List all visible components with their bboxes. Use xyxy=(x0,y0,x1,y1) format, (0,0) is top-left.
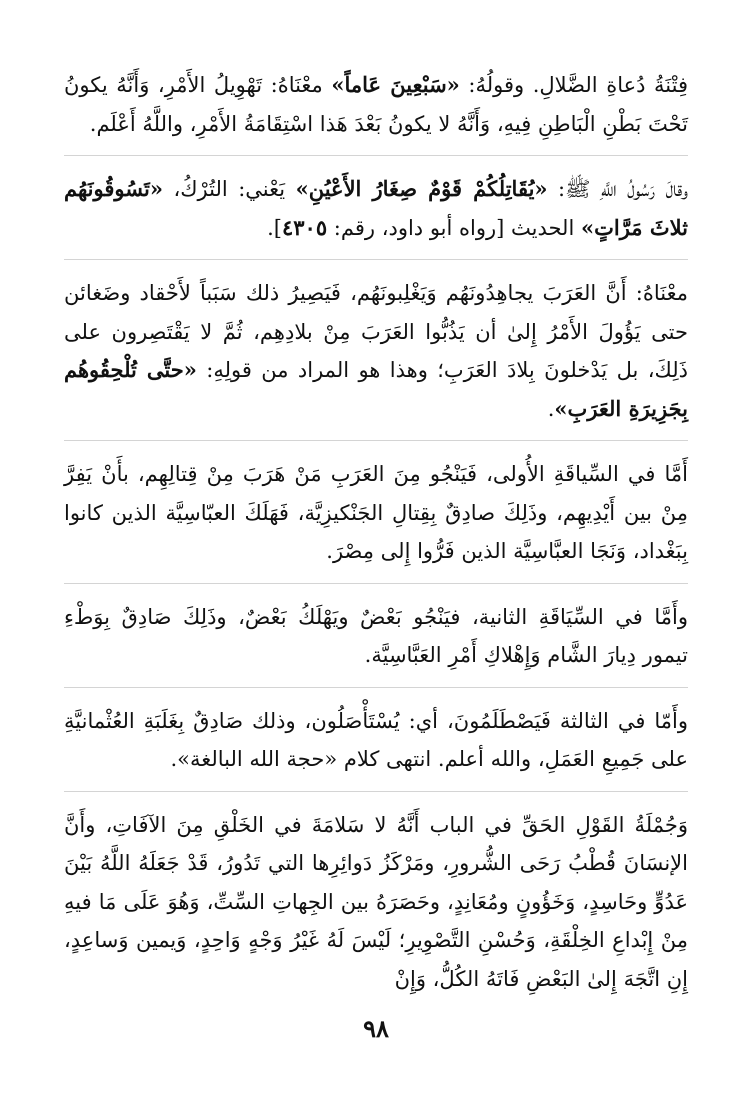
paragraph xyxy=(64,598,688,688)
body-text: وقالَ رَسُولُ اللَّهِ ﷺ: xyxy=(547,177,688,201)
bold-quote-text: «حتَّى تُلْحِقُوهُم بِجَزِيرَةِ العَرَبِ» xyxy=(64,357,688,421)
bold-quote-text: «سَبْعِينَ عَاماً» xyxy=(331,72,460,97)
body-text: فِتْنَةُ دُعاةِ الضَّلالِ. وقولُهُ: xyxy=(459,73,689,97)
body-text: الحديث [رواه أبو داود، رقم: xyxy=(327,215,581,240)
bold-quote-text: «يُقَاتِلُكُمْ قَوْمٌ صِغَارُ الأَعْيُنِ» xyxy=(295,176,548,201)
paragraph xyxy=(64,170,688,260)
paragraph xyxy=(64,274,688,441)
page-body xyxy=(64,66,688,1024)
body-text: ]. xyxy=(267,215,282,240)
body-text: وأَمّا في الثالثة فَيَصْطَلَمُونَ، أي: يُسْتَأْصَلُون، وذلك صَادِقٌ بِغَلَبَةِ العُثْمانيَّةِ على جَمِيعِ العَمَلِ، والله أعلم. انتهى كلام «حجة الله البالغة». xyxy=(64,708,688,771)
body-text: وأَمَّا في السِّيَاقَةِ الثانية، فيَنْجُو بَعْضٌ ويَهْلَكُ بَعْضٌ، وذَلِكَ صَادِقٌ بِوَطْءِ تيمور دِيارَ الشَّام وَإِهْلاكِ أَمْرِ العَبَّاسِيَّة. xyxy=(64,604,688,667)
paragraph xyxy=(64,702,688,792)
page-number: ٩٨ xyxy=(363,1014,389,1043)
bold-quote-text: «تَسُوقُونَهُم ثلاثَ مَرَّاتٍ» xyxy=(64,176,688,240)
body-text: معْنَاهُ: أَنَّ العَرَبَ يجاهِدُونَهُم وَيَغْلِبونَهُم، فَيَصِيرُ ذلك سَبَباً لأَحْقاد وضَغائن حتى يَؤُولَ الأَمْرُ إِلىٰ أن يَذُبُّوا العَرَبَ مِنْ بلادِهِم، ثُمَّ لا يَقْتَصِرون على ذَلِكَ، بل يَدْخلونَ بِلادَ العَرَبِ؛ وهذا هو المراد من قولِهِ: xyxy=(64,281,688,382)
body-text: معْنَاهُ: تَهْوِيلُ الأَمْرِ، وَأَنَّهُ يكونُ تَحْتَ بَطْنِ الْبَاطِنِ فِيهِ، وَأَنَّهُ لا يكونُ بَعْدَ هَذا اسْتِقَامَةُ الأَمْرِ، واللَّهُ أَعْلَم. xyxy=(64,73,688,136)
bold-quote-text: ٤٣٠٥ xyxy=(281,214,328,240)
body-text: وَجُمْلَةُ القَوْلِ الحَقِّ في الباب أَنَّهُ لا سَلامَةَ في الخَلْقِ مِنَ الآفَاتِ، وأَنَّ الإنسَانَ قُطْبُ رَحَى الشُّرورِ، ومَرْكَزُ دَوائِرِها التي تَدُورُ، قَدْ جَعَلَهُ اللَّهُ بَيْنَ عَدُوٍّ وحَاسِدٍ، وَخَؤُونٍ ومُعَانِدٍ، وحَصَرَهُ بين الجِهاتِ السِّتِّ، وَهُوَ عَلَى مَا فيهِ مِنْ إِبْداعِ الخِلْقَةِ، وَحُسْنِ التَّصْوِيرِ؛ لَيْسَ لَهُ غَيْرُ وَجْهٍ وَاحِدٍ، وَيمين وَساعِدٍ، إِنِ اتَّجَهَ إِلىٰ البَعْضِ فَاتَهُ الكُلُّ، وَإِنْ xyxy=(64,812,688,991)
body-text: أَمَّا في السِّياقَةِ الأُولى، فَيَنْجُو مِنَ العَرَبِ مَنْ هَرَبَ مِنْ قِتالِهِم، بأَنْ يَفِرَّ مِنْ بين أَيْدِيهِم، وذَلِكَ صادِقٌ بِقِتالِ الجَنْكيزِيَّة، فَهَلَكَ العبّاسِيَّة الذين كانوا بِبَغْداد، وَنَجَا العبَّاسِيَّة الذين فَرُّوا إِلى مِصْرَ. xyxy=(64,462,688,563)
body-text: يَعْني: التُرْكُ، xyxy=(162,177,296,201)
paragraph xyxy=(64,66,688,156)
body-text: . xyxy=(547,396,555,421)
paragraph xyxy=(64,806,688,1011)
paragraph xyxy=(64,455,688,584)
